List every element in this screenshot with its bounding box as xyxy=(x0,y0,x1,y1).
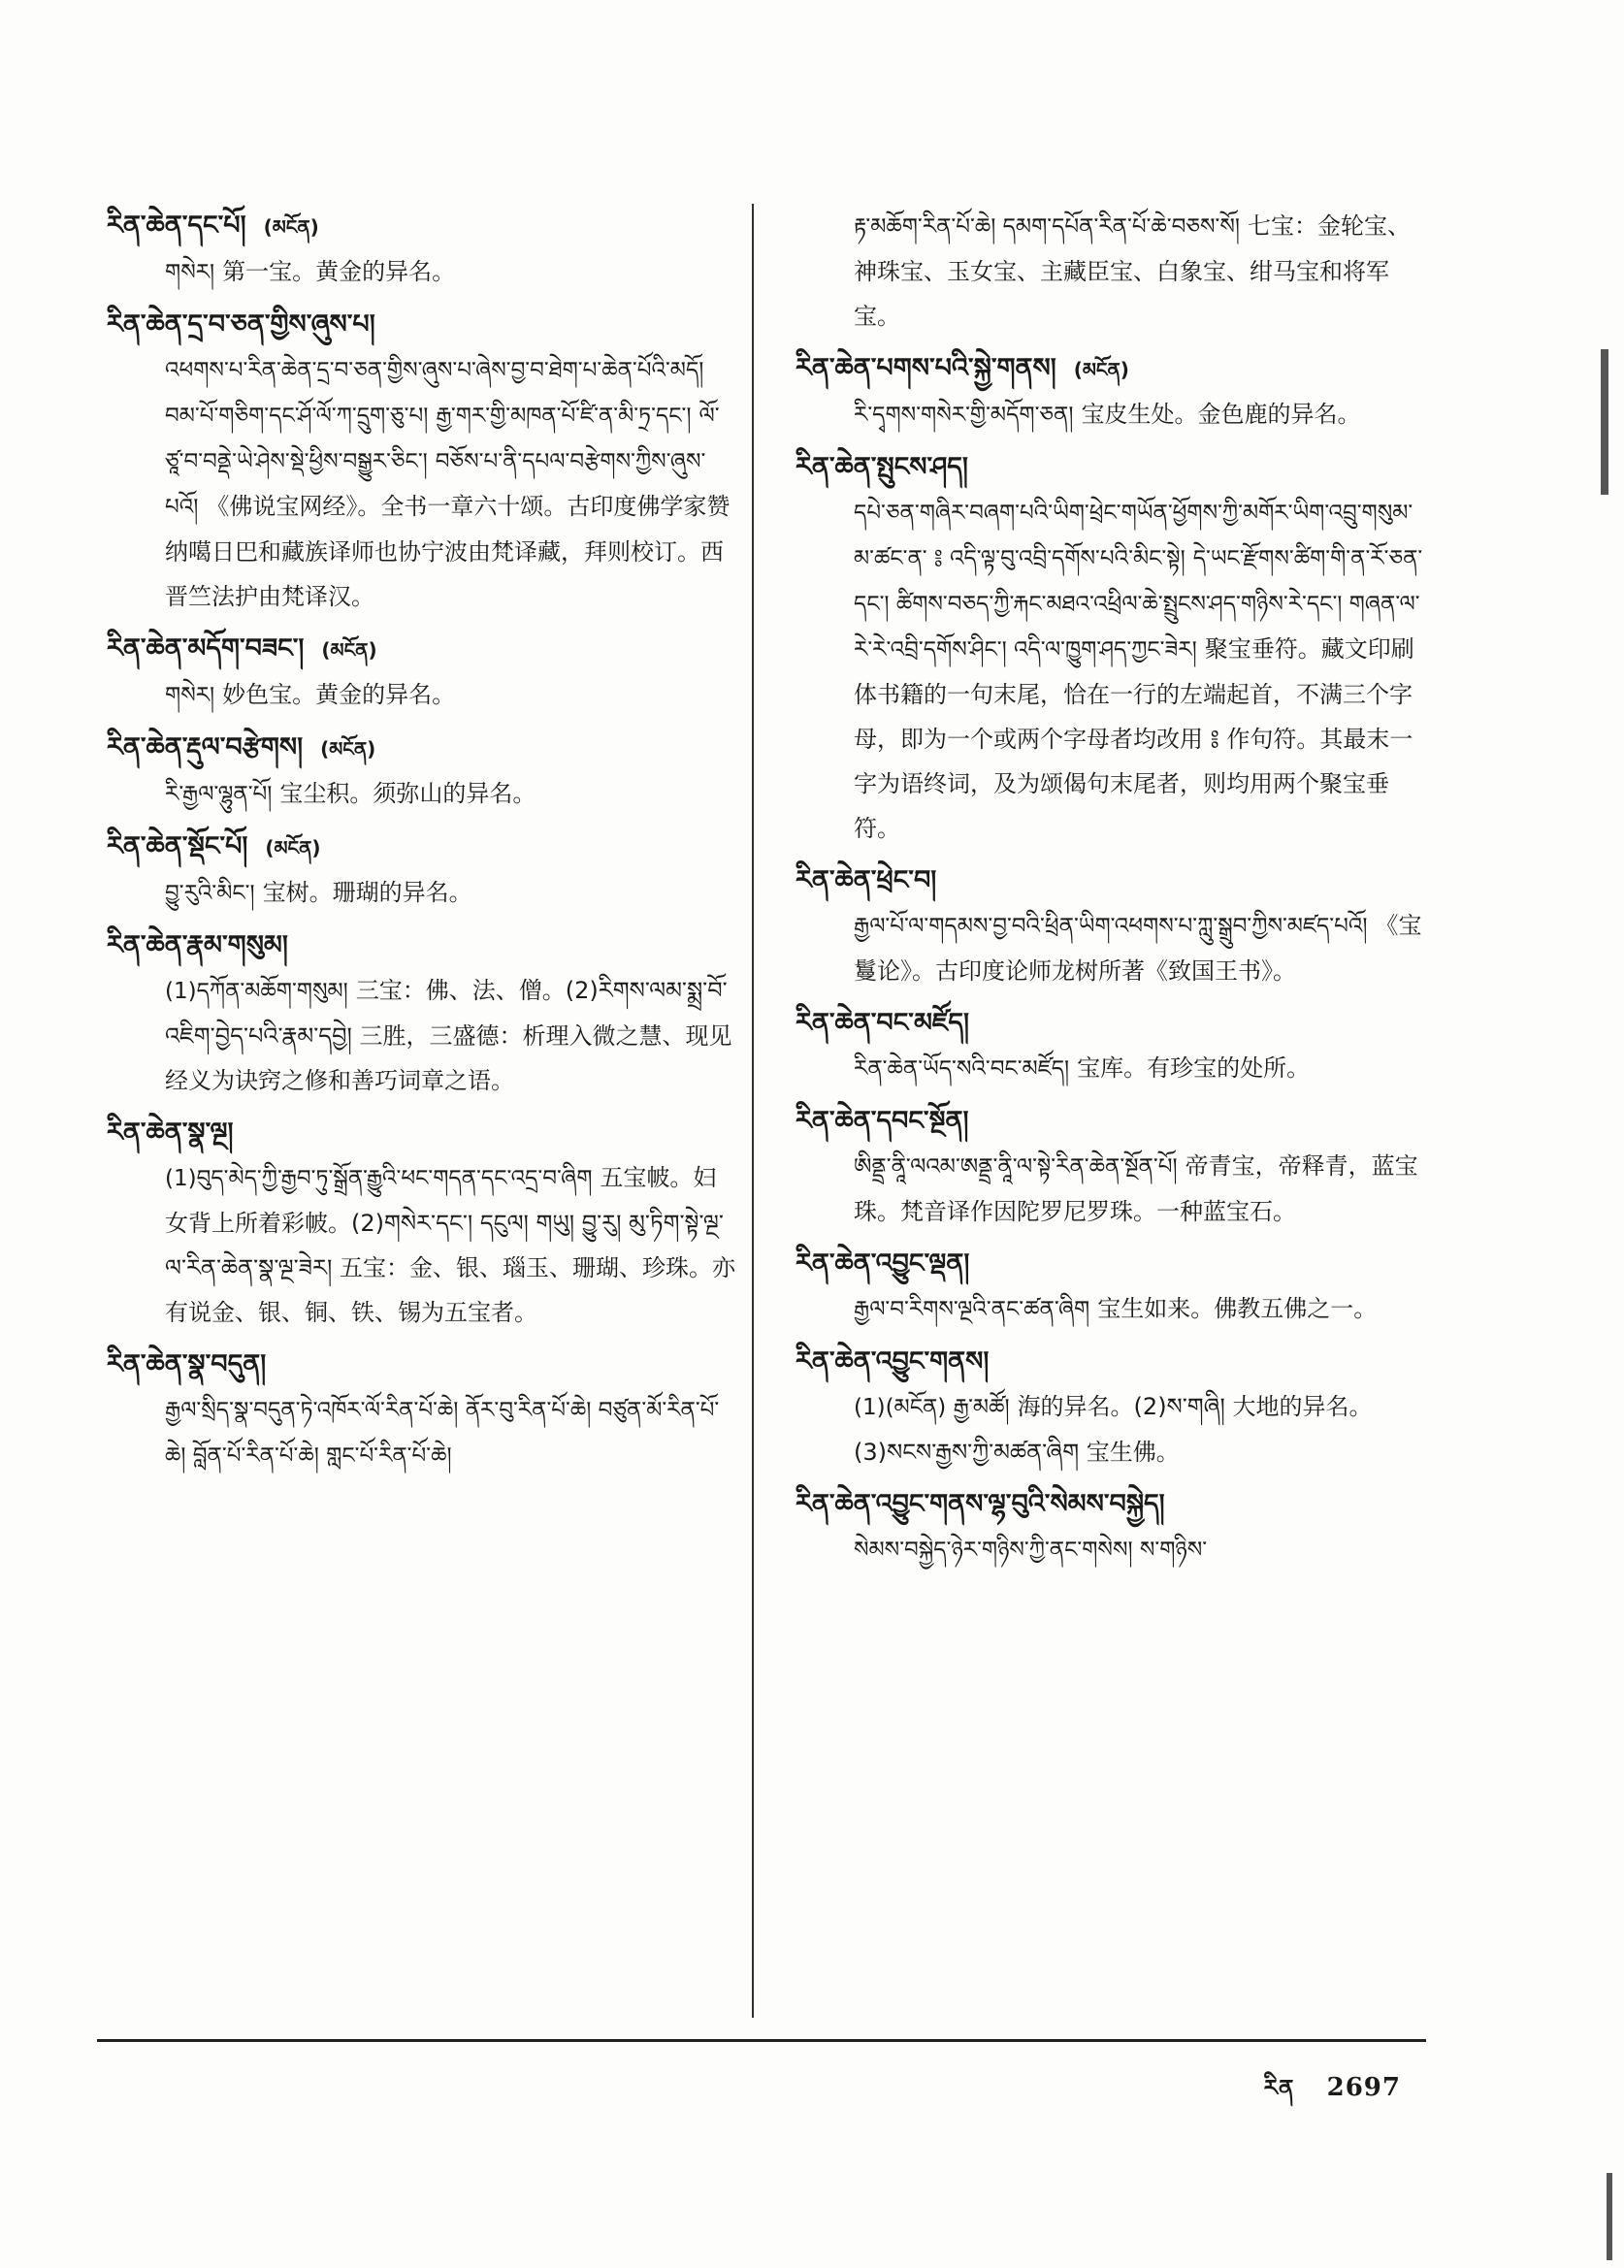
tibetan-definition: (1)བུད་མེད་ཀྱི་རྒྱབ་ཏུ་སྒྲོན་རྒྱུའི་ཕང་གདན་དང་འདྲ་བ་ཞིག xyxy=(165,1166,593,1191)
entry-headword xyxy=(107,1111,737,1155)
entry-headword xyxy=(796,445,1426,490)
tibetan-definition: རི་དྭགས་གསེར་གྱི་མདོག་ཅན། xyxy=(854,403,1074,428)
headword-text: རིན་ཆེན་སྣ་ལྔ། xyxy=(107,1118,234,1148)
dictionary-entry xyxy=(107,1111,737,1335)
entry-definition xyxy=(796,1527,1426,1572)
entry-headword xyxy=(107,303,737,347)
chinese-definition: 海的异名。(2)ས་གཞི། 大地的异名。(3)སངས་རྒྱས་ཀྱི་མཚན་ཞིག 宝生佛。 xyxy=(854,1393,1373,1466)
entry-definition xyxy=(107,1155,737,1335)
dictionary-entry xyxy=(796,1099,1426,1234)
footer-rule xyxy=(97,2039,1426,2042)
dictionary-entry xyxy=(796,859,1426,993)
tibetan-definition: གསེར། xyxy=(165,683,215,708)
tibetan-definition: དེ་ཡང་རྫོགས་ཚིག་གི་ན་རོ་ཅན་དང་། ཚིགས་བཅད་ཀྱི་རྐང་མཐའ་འཕྲིལ་ཆེ་སྤྲུངས་ཤད་གཉིས་རེ་དང་། གཞན་ལ་རེ་རེ་འབྲི་དགོས་ཤིང་། འདི་ལ་ཁྱུག་ཤད་ཀྱང་ཟེར། xyxy=(854,546,1423,663)
tibetan-definition: (1)(མངོན) རྒྱ་མཚོ། xyxy=(854,1395,1010,1420)
entry-definition xyxy=(796,490,1426,851)
chinese-definition: 第一宝。黄金的异名。 xyxy=(222,258,456,285)
chinese-definition: 妙色宝。黄金的异名。 xyxy=(222,681,456,708)
tibetan-definition: ཨིནྡྲ་ནཱི་ལའམ་ཨནྡྲ་ནཱི་ལ་སྟེ་རིན་ཆེན་སྔོན་པོ། xyxy=(854,1154,1178,1180)
entry-headword xyxy=(796,1001,1426,1046)
dictionary-entry xyxy=(796,1482,1426,1572)
chinese-definition: 《宝鬘论》。古印度论师龙树所著《致国王书》。 xyxy=(854,912,1422,985)
dictionary-entry xyxy=(796,445,1426,851)
tibetan-definition: རྒྱལ་པོ་ལ་གདམས་བྱ་བའི་ཕྲིན་ཡིག་འཕགས་པ་ཀླུ་སྒྲུབ་ཀྱིས་མཛད་པའོ། xyxy=(854,914,1368,939)
tibetan-definition: རྒྱལ་བ་རིགས་ལྔའི་ནང་ཚན་ཞིག xyxy=(854,1297,1090,1322)
tibetan-definition: (1)དཀོན་མཆོག་གསུམ། xyxy=(165,979,348,1004)
right-column xyxy=(796,204,1426,1580)
entry-definition xyxy=(107,1387,737,1478)
chinese-definition: 七宝：金轮宝、神珠宝、玉女宝、主藏臣宝、白象宝、绀马宝和将军宝。 xyxy=(854,212,1411,330)
chinese-definition: 五宝帔。妇女背上所着彩帔。(2)གསེར་དང་། དངུལ། གཡུ། བྱུ་རུ། མུ་ཏིག་སྟེ་ལྔ་ལ་རིན་ཆེན་སྣ་ལྔ་ཟེར། 五宝：金、银、瑙玉、珊瑚、珍珠。亦有说金、银、铜、铁、锡为五宝者。 xyxy=(165,1164,735,1326)
headword-text: རིན་ཆེན་འབྱུང་ལྡན། xyxy=(796,1248,970,1279)
tibetan-definition: བཅོས་པ་ནི་དཔལ་བརྩེགས་ཀྱིས་ཞུས་པའོ། xyxy=(165,449,706,520)
page-footer xyxy=(1241,2066,1401,2111)
entry-headword xyxy=(796,859,1426,903)
headword-text: རིན་ཆེན་བང་མཛོད། xyxy=(796,1008,970,1038)
usage-label: (མངོན) xyxy=(320,737,376,761)
entry-headword xyxy=(107,726,737,771)
chinese-definition: 宝库。有珍宝的处所。 xyxy=(1077,1054,1311,1082)
tibetan-definition: རྒྱ་གར་གྱི་མཁན་པོ་ཛི་ན་མི་ཏྲ་དང་། xyxy=(436,404,692,429)
headword-text: རིན་ཆེན་སྡོང་པོ། xyxy=(107,831,248,861)
entry-definition xyxy=(796,392,1426,437)
entry-headword xyxy=(796,1242,1426,1286)
tibetan-definition: རིན་ཆེན་ཡོད་སའི་བང་མཛོད། xyxy=(854,1056,1070,1082)
tibetan-definition: རྟ་མཆོག་རིན་པོ་ཆེ། དམག་དཔོན་རིན་པོ་ཆེ་བཅས་སོ། xyxy=(854,214,1240,240)
headword-text: རིན་ཆེན་སྣ་བདུན། xyxy=(107,1349,267,1379)
tibetan-definition: བམ་པོ་གཅིག་དང་ཤོ་ལོ་ཀ་དྲུག་ཅུ་པ། xyxy=(165,404,429,429)
entry-definition xyxy=(107,672,737,718)
headword-text: རིན་ཆེན་འབྱུང་གནས། xyxy=(796,1346,990,1377)
usage-label: (མངོན) xyxy=(1073,358,1129,381)
entry-definition xyxy=(107,968,737,1103)
entry-headword xyxy=(107,923,737,968)
tibetan-definition: སེམས་བསྐྱེད་ཉེར་གཉིས་ཀྱི་ནང་གསེས། ས་གཉིས་ xyxy=(854,1538,1208,1563)
entry-headword xyxy=(796,1340,1426,1384)
entry-headword xyxy=(107,1343,737,1387)
dictionary-entry xyxy=(107,1343,737,1478)
headword-text: རིན་ཆེན་དང་པོ། xyxy=(107,211,246,241)
left-column xyxy=(107,204,737,1486)
headword-text: རིན་ཆེན་སྤུངས་ཤད། xyxy=(796,452,968,482)
chinese-definition: 宝树。珊瑚的异名。 xyxy=(262,879,472,906)
dictionary-entry xyxy=(796,346,1426,437)
headword-text: རིན་ཆེན་དྲ་བ་ཅན་གྱིས་ཞུས་པ། xyxy=(107,309,375,340)
entry-headword xyxy=(107,627,737,672)
entry-definition xyxy=(796,1046,1426,1091)
dictionary-entry xyxy=(107,825,737,916)
margin-mark xyxy=(1607,2173,1612,2260)
margin-mark xyxy=(1601,349,1608,495)
dictionary-entry xyxy=(796,204,1426,339)
entry-definition xyxy=(796,903,1426,993)
entry-definition xyxy=(107,249,737,295)
usage-label: (མངོན) xyxy=(321,638,377,662)
entry-definition xyxy=(796,204,1426,339)
headword-text: རིན་ཆེན་འབྱུང་གནས་ལྷ་བུའི་སེམས་བསྐྱེད། xyxy=(796,1489,1165,1519)
tibetan-definition: གསེར། xyxy=(165,260,215,285)
entry-definition xyxy=(107,870,737,916)
chinese-definition: 聚宝垂符。藏文印刷体书籍的一句末尾，恰在一行的左端起首，不满三个字母，即为一个或两个字母者均改用 ༔ 作句符。其最末一字为语终词，及为颂偈句末尾者，则均用两个聚宝垂符。 xyxy=(854,635,1414,842)
dictionary-entry xyxy=(796,1001,1426,1091)
tibetan-definition: རྒྱལ་སྲིད་སྣ་བདུན་ཏེ་འཁོར་ལོ་རིན་པོ་ཆེ། ནོར་བུ་རིན་པོ་ཆེ། བཙུན་མོ་རིན་པོ་ཆེ། བློན་པོ་རིན་པོ་ཆེ། གླང་པོ་རིན་པོ་ཆེ། xyxy=(165,1398,720,1469)
headword-text: རིན་ཆེན་རྡུལ་བརྩེགས། xyxy=(107,732,304,762)
tibetan-definition: རི་རྒྱལ་ལྷུན་པོ། xyxy=(165,782,273,807)
dictionary-entry xyxy=(107,627,737,718)
tibetan-definition: བྱུ་རུའི་མིང་། xyxy=(165,881,255,906)
chinese-definition: 《佛说宝网经》。全书一章六十颂。古印度佛学家赞纳噶日巴和藏族译师也协宁波由梵译藏，拜则校订。西晋竺法护由梵译汉。 xyxy=(165,493,731,610)
entry-definition xyxy=(107,347,737,619)
entry-definition xyxy=(796,1144,1426,1234)
dictionary-entry xyxy=(107,923,737,1103)
chinese-definition: 帝青宝，帝释青，蓝宝珠。梵音译作因陀罗尼罗珠。一种蓝宝石。 xyxy=(854,1152,1418,1225)
dictionary-entry xyxy=(107,303,737,619)
chinese-definition: 三宝：佛、法、僧。(2)རིགས་ལམ་སྨྲ་བོ་འཇིག་བྱེད་པའི་རྣམ་དབྱེ། 三胜，三盛德：析理入微之慧、现见经义为诀窍之修和善巧词章之语。 xyxy=(165,977,732,1094)
entry-headword xyxy=(796,1482,1426,1527)
chinese-definition: 宝生如来。佛教五佛之一。 xyxy=(1097,1295,1378,1322)
entry-definition xyxy=(107,771,737,817)
dictionary-entry xyxy=(107,204,737,295)
tibetan-definition: ལོ་ཙཱ་བ་བནྡེ་ཡེ་ཤེས་སྡེ་ཕྱིས་བསྒྱུར་ཅིང་། xyxy=(165,404,720,474)
usage-label: (མངོན) xyxy=(263,215,319,239)
dictionary-entry xyxy=(796,1340,1426,1474)
headword-text: རིན་ཆེན་པགས་པའི་སྐྱེ་གནས། xyxy=(796,353,1056,383)
dictionary-entry xyxy=(107,726,737,817)
entry-headword xyxy=(796,1099,1426,1144)
headword-text: རིན་ཆེན་དབང་སྔོན། xyxy=(796,1106,969,1136)
footer-tibetan: རིན xyxy=(1263,2076,1295,2101)
headword-text: རིན་ཆེན་ཕྲེང་བ། xyxy=(796,865,937,895)
tibetan-definition: དཔེ་ཅན་གཞིར་བཞག་པའི་ཡིག་ཕྲེང་གཡོན་ཕྱོགས་ཀྱི་མགོར་ཡིག་འབྲུ་གསུམ་མ་ཚང་ན་ ༔ འདི་ལྟ་བུ་འབྲི་དགོས་པའི་མིང་སྟེ། xyxy=(854,501,1413,571)
dictionary-entry xyxy=(796,1242,1426,1332)
headword-text: རིན་ཆེན་རྣམ་གསུམ། xyxy=(107,930,288,960)
entry-definition xyxy=(796,1286,1426,1332)
chinese-definition: 宝皮生处。金色鹿的异名。 xyxy=(1081,401,1361,428)
tibetan-definition: འཕགས་པ་རིན་ཆེན་དྲ་བ་ཅན་གྱིས་ཞུས་པ་ཞེས་བྱ་བ་ཐེག་པ་ཆེན་པོའི་མདོ། xyxy=(165,358,704,383)
entry-headword xyxy=(796,346,1426,392)
entry-headword xyxy=(107,204,737,249)
headword-text: རིན་ཆེན་མདོག་བཟང་། xyxy=(107,633,305,664)
entry-headword xyxy=(107,825,737,870)
chinese-definition: 宝尘积。须弥山的异名。 xyxy=(279,780,536,807)
entry-definition xyxy=(796,1384,1426,1474)
column-divider xyxy=(752,204,754,2018)
usage-label: (མངོན) xyxy=(265,836,321,859)
page-number: 2697 xyxy=(1326,2073,1401,2102)
